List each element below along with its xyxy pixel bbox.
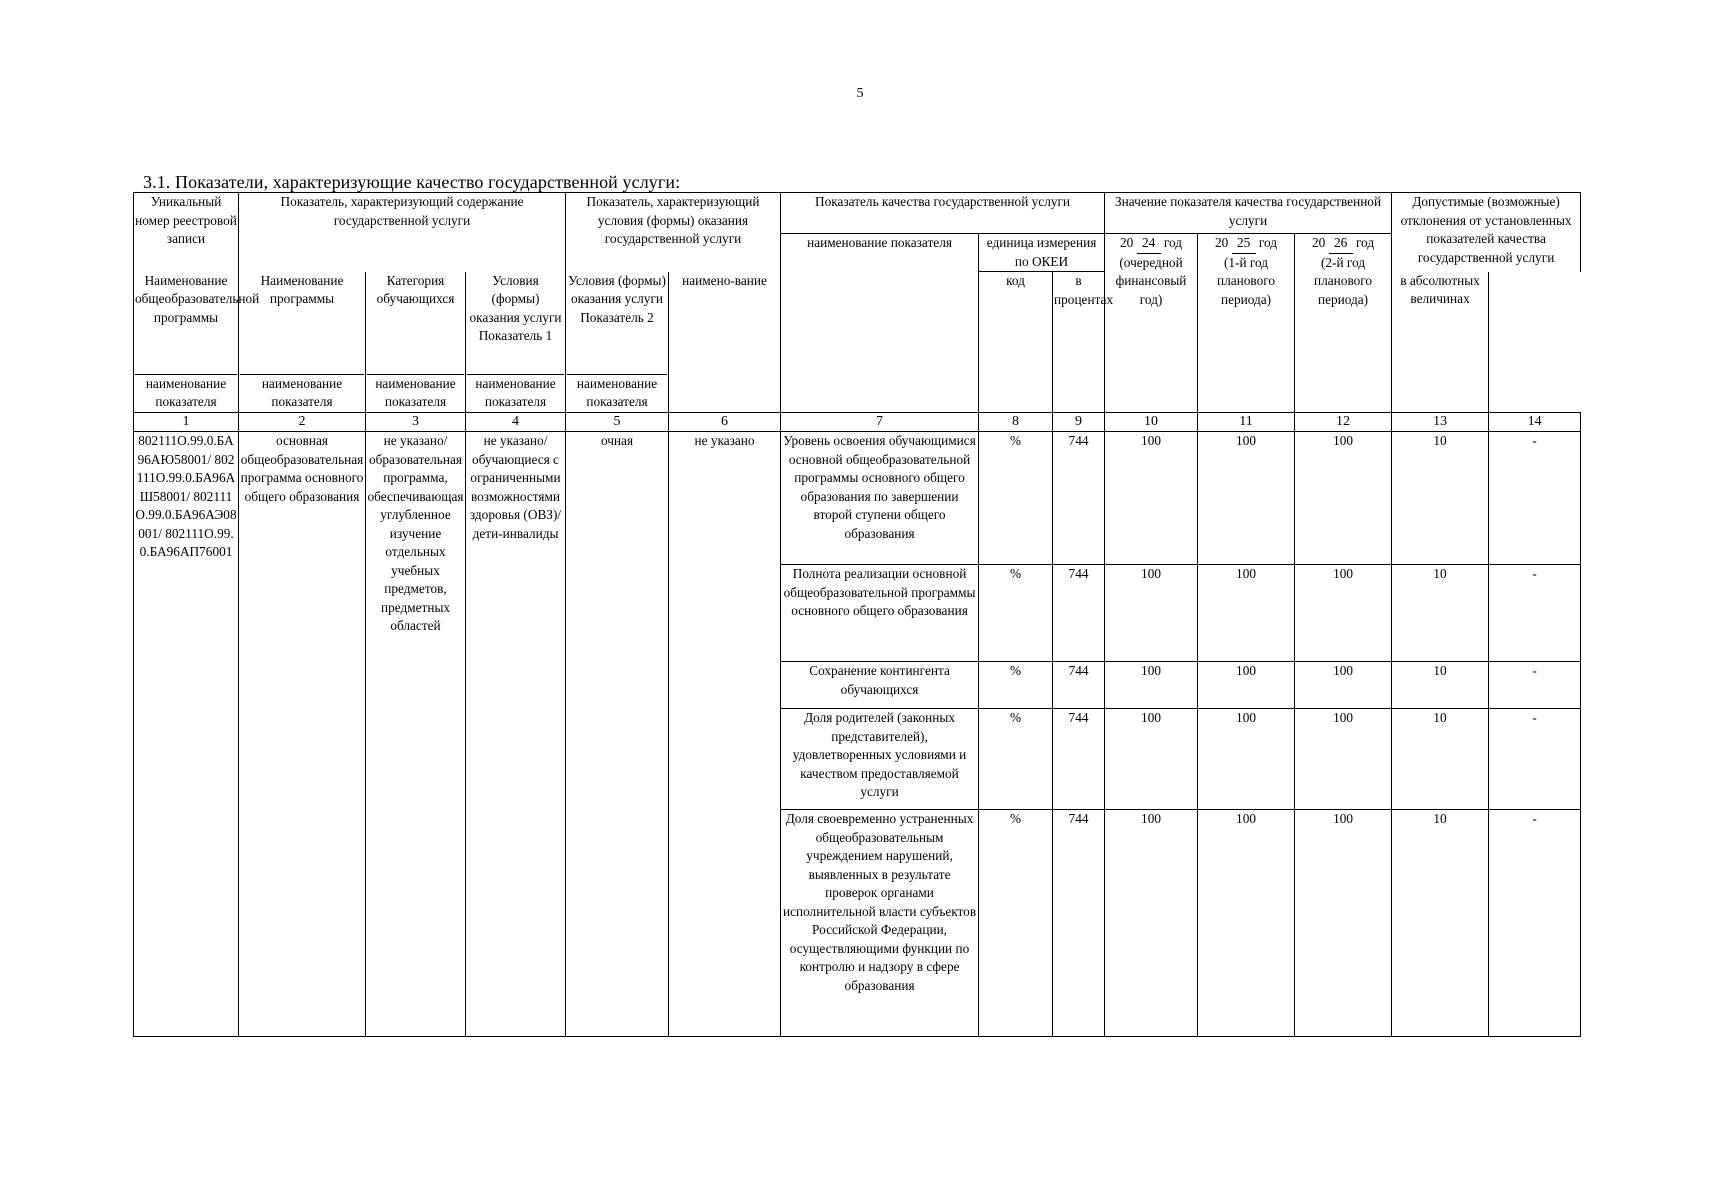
header-unit-okei: единица измерения по ОКЕИ <box>979 234 1105 272</box>
col-number: 9 <box>1053 412 1105 432</box>
col-number: 2 <box>239 412 366 432</box>
header-year-2 <box>1198 234 1295 413</box>
page-number: 5 <box>856 86 864 101</box>
year-1-value: 24 <box>1137 234 1161 254</box>
header-category <box>366 272 466 413</box>
col-condition2-label: Условия (формы) оказания услуги Показатель 2 <box>568 272 666 325</box>
year-3-note: (2-й год планового периода) <box>1314 254 1373 307</box>
indicator-value-3: 100 <box>1295 662 1392 709</box>
col-6-sub-label: наименование показателя <box>567 374 667 412</box>
indicator-value-3: 100 <box>1295 810 1392 1037</box>
indicator-unit: % <box>979 709 1053 810</box>
header-in-absolute: в абсолютных величинах <box>1392 272 1489 413</box>
col-number: 14 <box>1489 412 1581 432</box>
header-in-percent: в процентах <box>1053 272 1105 413</box>
indicator-code: 744 <box>1053 565 1105 662</box>
col-number: 10 <box>1105 412 1198 432</box>
indicator-value-2: 100 <box>1198 432 1295 565</box>
col-4-sub-label: наименование показателя <box>367 374 464 412</box>
indicator-name: Доля своевременно устраненных общеобразовательным учреждением нарушений, выявленных в результате проверок органами исполнительной власти субъектов Российской Федерации, осуществляющими функции по контролю и надзору в сфере образования <box>781 810 979 1037</box>
registry-numbers: 802111О.99.0.БА96АЮ58001/ 802111О.99.0.БА96АШ58001/ 802111О.99.0.БА96АЭ08001/ 802111О.99.0.БА96АП76001 <box>134 432 239 1037</box>
header-content-indicator: Показатель, характеризующий содержание государственной услуги <box>239 193 566 272</box>
header-deviations: Допустимые (возможные) отклонения от установленных показателей качества государственной услуги <box>1392 193 1581 272</box>
col-number: 7 <box>781 412 979 432</box>
table-row <box>134 432 1581 565</box>
indicator-code: 744 <box>1053 709 1105 810</box>
indicator-unit: % <box>979 810 1053 1037</box>
col-3-sub-label: наименование показателя <box>240 374 364 412</box>
indicator-code: 744 <box>1053 432 1105 565</box>
col-number: 5 <box>566 412 669 432</box>
col-5-sub-label: наименование показателя <box>467 374 564 412</box>
year-3-value: 26 <box>1329 234 1353 254</box>
year-1-note: (очередной финансовый год) <box>1115 254 1187 307</box>
indicator-deviation-pct: 10 <box>1392 709 1489 810</box>
year-3-suffix: год <box>1355 235 1375 250</box>
indicator-unit: % <box>979 565 1053 662</box>
col-number: 13 <box>1392 412 1489 432</box>
col-program-label: Наименование программы <box>260 272 344 306</box>
col-number: 1 <box>134 412 239 432</box>
col-number: 11 <box>1198 412 1295 432</box>
year-1-suffix: год <box>1163 235 1183 250</box>
indicator-name: Уровень освоения обучающимися основной общеобразовательной программы основного общего образования по завершении второй ступени общего образования <box>781 432 979 565</box>
col-number: 12 <box>1295 412 1392 432</box>
program-name: основная общеобразовательная программа основного общего образования <box>239 432 366 1037</box>
year-2-value: 25 <box>1232 234 1256 254</box>
header-condition-2 <box>566 272 669 413</box>
header-conditions-indicator: Показатель, характеризующий условия (формы) оказания государственной услуги <box>566 193 781 272</box>
indicator-deviation-pct: 10 <box>1392 432 1489 565</box>
indicator-code: 744 <box>1053 662 1105 709</box>
column-number-row <box>134 412 1581 432</box>
header-unique-number: Уникальный номер реестровой записи <box>134 193 239 272</box>
year-2-note: (1-й год планового периода) <box>1217 254 1276 307</box>
header-condition-1 <box>466 272 566 413</box>
col-number: 8 <box>979 412 1053 432</box>
indicator-value-3: 100 <box>1295 565 1392 662</box>
indicator-value-1: 100 <box>1105 709 1198 810</box>
indicator-code: 744 <box>1053 810 1105 1037</box>
indicator-unit: % <box>979 662 1053 709</box>
indicator-deviation-abs: - <box>1489 565 1581 662</box>
indicator-deviation-abs: - <box>1489 709 1581 810</box>
indicator-deviation-abs: - <box>1489 662 1581 709</box>
indicator-name: Доля родителей (законных представителей), удовлетворенных условиями и качеством предоставляемой услуги <box>781 709 979 810</box>
indicator-deviation-pct: 10 <box>1392 565 1489 662</box>
indicator-name: Полнота реализации основной общеобразовательной программы основного общего образования <box>781 565 979 662</box>
indicator-deviation-pct: 10 <box>1392 662 1489 709</box>
indicator-value-2: 100 <box>1198 662 1295 709</box>
header-row-1 <box>134 193 1581 234</box>
col-condition1-label: Условия (формы) оказания услуги Показатель 1 <box>469 272 562 343</box>
header-year-1 <box>1105 234 1198 413</box>
indicator-value-1: 100 <box>1105 662 1198 709</box>
quality-indicators-table <box>133 192 1581 1037</box>
category: не указано/ обучающиеся с ограниченными возможностями здоровья (ОВЗ)/ дети-инвалиды <box>466 432 566 1037</box>
year-2-prefix: 20 <box>1214 235 1229 250</box>
section-title: 3.1. Показатели, характеризующие качество государственной услуги: <box>143 172 681 192</box>
col-number: 6 <box>669 412 781 432</box>
condition-1: очная <box>566 432 669 1037</box>
indicator-value-1: 100 <box>1105 810 1198 1037</box>
indicator-value-3: 100 <box>1295 709 1392 810</box>
indicator-name: Сохранение контингента обучающихся <box>781 662 979 709</box>
header-unit-code: код <box>979 272 1053 413</box>
indicator-value-2: 100 <box>1198 565 1295 662</box>
header-quality-indicator: Показатель качества государственной услуги <box>781 193 1105 234</box>
col-category-label: Категория обучающихся <box>376 272 455 306</box>
col-number: 4 <box>466 412 566 432</box>
header-program-name <box>134 272 260 413</box>
header-indicator-name: наименование показателя <box>781 234 979 413</box>
year-3-prefix: 20 <box>1311 235 1326 250</box>
year-1-prefix: 20 <box>1119 235 1134 250</box>
header-unit-name: наимено-вание <box>669 272 781 413</box>
indicator-deviation-pct: 10 <box>1392 810 1489 1037</box>
indicator-value-2: 100 <box>1198 810 1295 1037</box>
indicator-value-1: 100 <box>1105 565 1198 662</box>
header-quality-value: Значение показателя качества государственной услуги <box>1105 193 1392 234</box>
indicator-value-1: 100 <box>1105 432 1198 565</box>
condition-2: не указано <box>669 432 781 1037</box>
col-program-name-label: Наименование общеобразовательной программы <box>135 272 260 325</box>
indicator-value-2: 100 <box>1198 709 1295 810</box>
indicator-deviation-abs: - <box>1489 432 1581 565</box>
indicator-unit: % <box>979 432 1053 565</box>
year-2-suffix: год <box>1258 235 1278 250</box>
indicator-deviation-abs: - <box>1489 810 1581 1037</box>
header-year-3 <box>1295 234 1392 413</box>
col-2-sub-label: наименование показателя <box>135 374 237 412</box>
program: не указано/ образовательная программа, обеспечивающая углубленное изучение отдельных учебных предметов, предметных областей <box>366 432 466 1037</box>
indicator-value-3: 100 <box>1295 432 1392 565</box>
col-number: 3 <box>366 412 466 432</box>
